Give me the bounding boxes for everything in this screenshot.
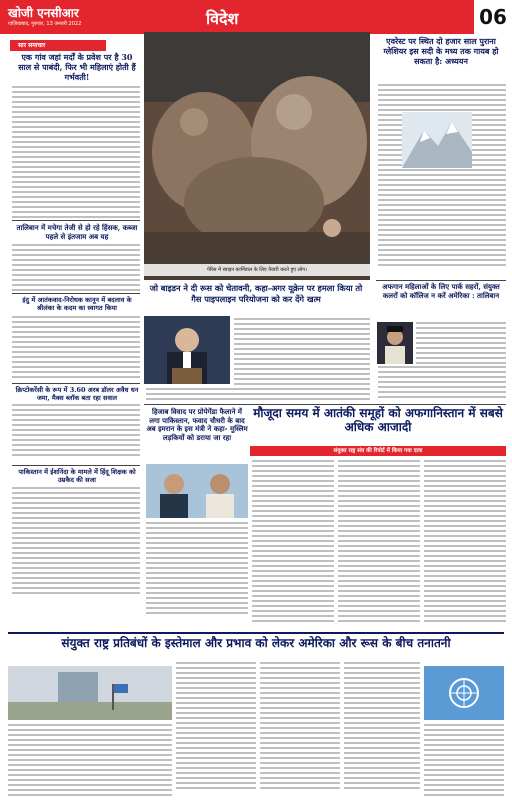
masthead [0,0,512,34]
divider [376,280,506,281]
article-body-text [416,322,506,367]
article-body-text [424,460,506,625]
headline-afghan-terror: मौजूदा समय में आतंकी समूहों को अफगानिस्तान में सबसे अधिक आजादी [253,406,503,434]
article-body-text [12,86,140,221]
divider [8,632,504,634]
sub-headline-band: संयुक्त राष्ट्र संघ की रिपोर्ट में किया गया दावा [250,446,506,456]
headline-taliban-violence: तालिबान में मचेगा तेजी से हो रहे हिंसक, कब्जा पहले से इंतजाम अब यह [16,223,138,241]
date-line: ग़ाज़ियाबाद, गुरुवार, 13 जनवरी 2022 [8,21,82,27]
article-body-text [146,522,248,617]
article-body-text [12,404,140,459]
biden-photo [144,316,230,384]
article-body-text [12,487,140,597]
divider [12,220,140,221]
article-body-text [8,724,172,799]
article-body-text [146,388,370,403]
headline-biden: जो बाइडन ने दी रूस को चेतावनी, कहा-अगर यूक्रेन पर हमला किया तो गैस पाइपलाइन परियोजना को कर देंगे खत्म [149,283,363,304]
un-building-photo [8,666,172,720]
headline-un-sanctions: संयुक्त राष्ट्र प्रतिबंधों के इस्तेमाल और प्रभाव को लेकर अमेरिका और रूस के बीच तनातनी [61,636,451,650]
photo-caption: पेरिस में स्वाइन कार्निवाल के लिए तैयारी करते हुए लोग। [144,264,370,276]
headline-village: एक गांव जहां मर्दों के प्रवेश पर है 30 साल से पाबंदी, फिर भी महिलाएं होती हैं गर्भवती! [18,52,136,82]
pakistan-ministers-photo [146,464,248,518]
newspaper-logo: खोजी एनसीआर [8,6,79,20]
headline-hijab: हिजाब विवाद पर प्रोपेगेंडा फैलाने में लगा पाकिस्तान, फवाद चौधरी के बाद अब इमरान के इस मंत्री ने कहा- मुस्लिम लड़कियों को डराया जा रहा [146,407,248,442]
un-flag-photo [424,666,504,720]
taliban-spokesman-photo [377,322,413,364]
article-body-text [338,460,420,625]
headline-everest: एवरेस्ट पर स्थित दो हजार साल पुराना ग्लेशियर इस सदी के मध्य तक गायब हो सकता है: अध्ययन [383,36,499,66]
article-body-text [234,318,370,388]
article-body-text [424,724,504,799]
headline-srilanka-law: इंदु में आतंकवाद-निरोधक कानून में बदलाव के श्रीलंका के कदम का स्वागत किया [22,296,132,312]
glacier-photo [402,112,472,168]
article-body-text [260,662,340,792]
article-body-text [176,662,256,792]
article-body-text [344,662,420,792]
divider [12,293,140,294]
divider [144,404,506,405]
article-body-text [12,316,140,381]
article-body-text [378,366,506,401]
headline-crypto: क्रिप्टोकरेंसी के रूप में 3.60 अरब डॉलर अवैध धन जमा, मैक्स ब्लॉक बता रहा सवाल [15,386,139,402]
article-body-text [12,244,140,294]
headline-afghan-women: अफगान महिलाओं के लिए पार्क सहरों, संयुक्त कलरों को कॉलिज न करें अमेरिका : तालिबान [382,282,500,300]
headline-pakistan-teacher: पाकिस्तान में ईशनिंदा के मामले में हिंदू शिक्षक को उम्रकैद की सजा [18,468,136,484]
carnival-photo [144,32,370,280]
page-number: 06 [472,0,512,34]
section-title: विदेश [206,9,239,28]
divider [12,465,140,466]
briefs-tag: सार समाचार [10,40,106,51]
article-body-text [252,460,334,625]
divider [12,383,140,384]
